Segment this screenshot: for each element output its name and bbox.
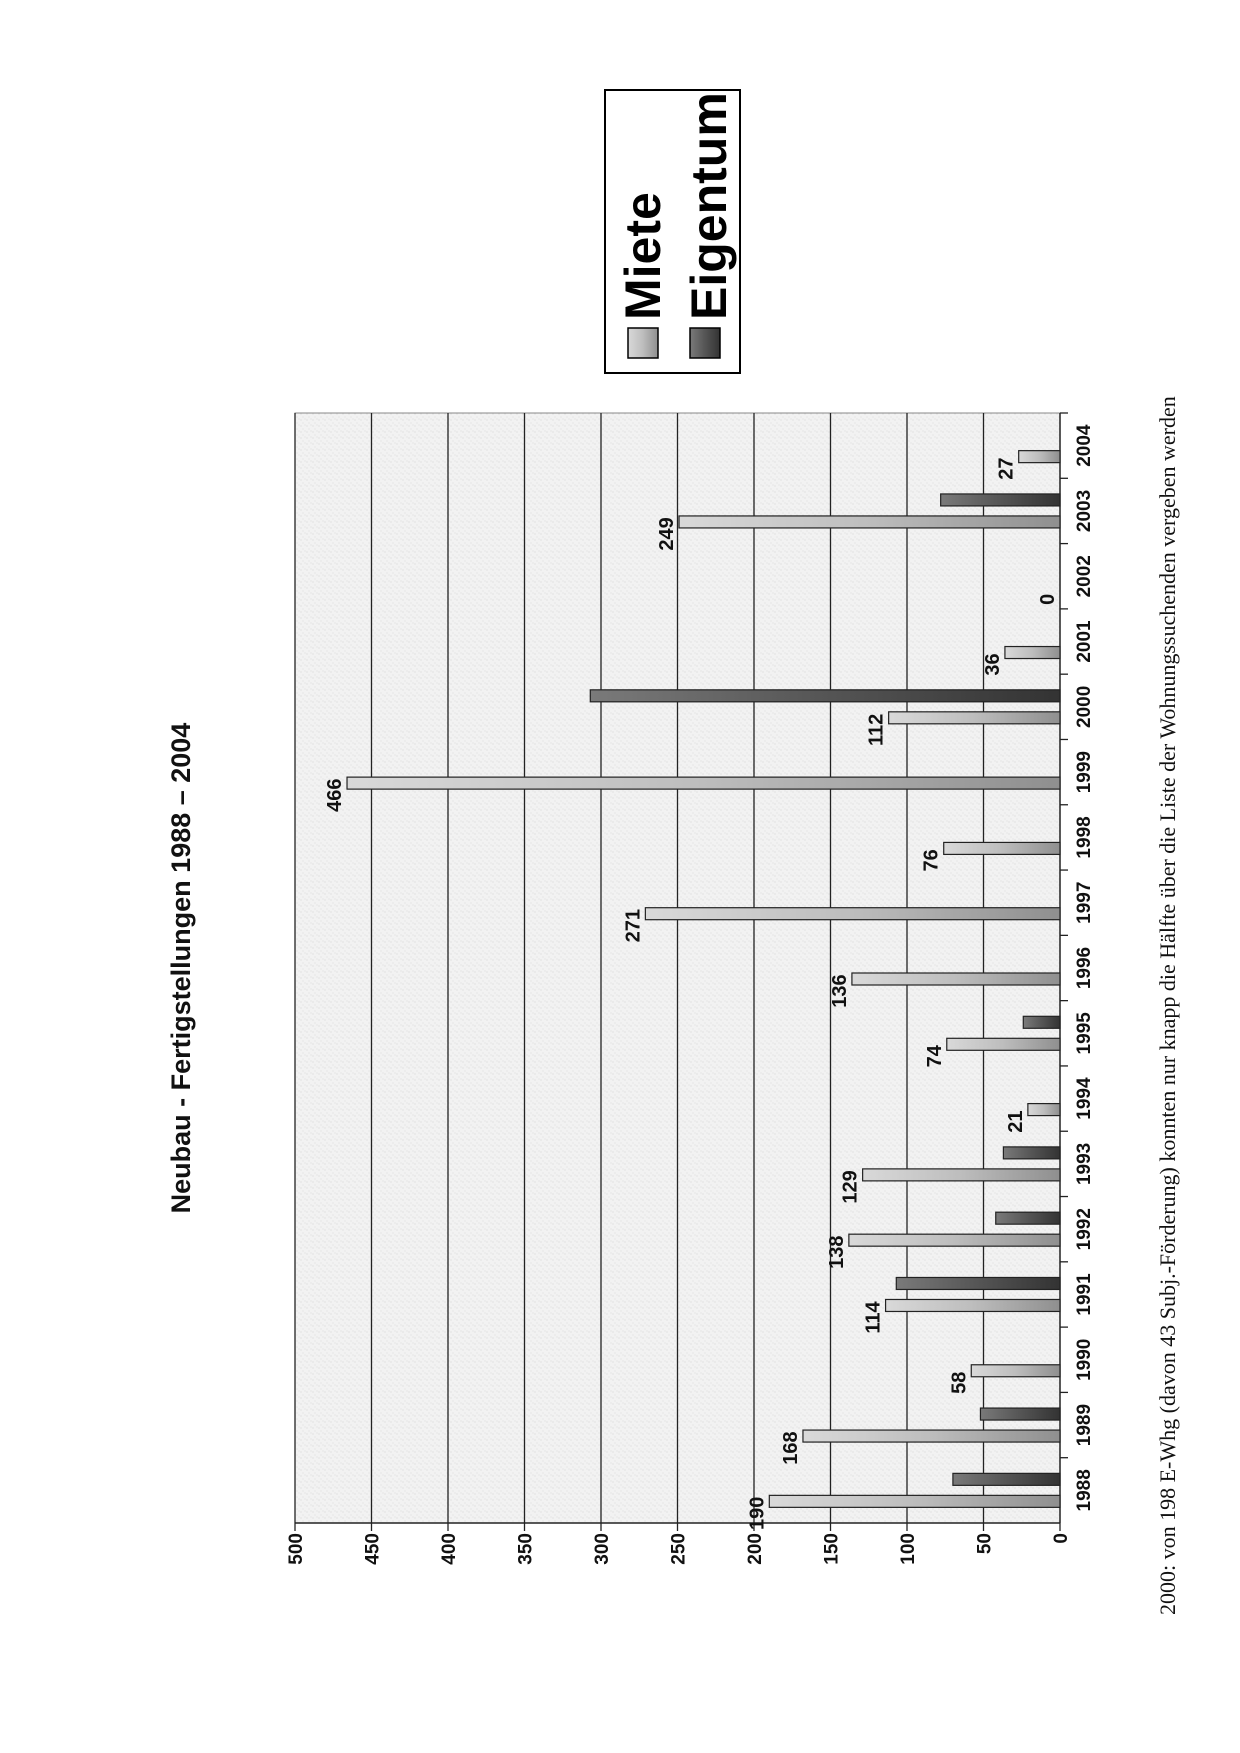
legend-swatch-miete [628, 328, 658, 358]
y-tick-label: 250 [668, 1533, 690, 1565]
bar-miete [803, 1430, 1060, 1442]
y-tick-label: 0 [1051, 1533, 1072, 1544]
legend-swatch-eigentum [690, 328, 720, 358]
bar-eigentum [896, 1277, 1060, 1289]
bar-miete [1028, 1104, 1060, 1116]
x-tick-label: 1990 [1074, 1338, 1095, 1381]
x-tick-label: 1988 [1074, 1469, 1095, 1512]
bar-value-label: 58 [948, 1371, 971, 1394]
x-tick-label: 1993 [1074, 1142, 1095, 1186]
bar-miete [971, 1365, 1060, 1377]
x-tick-label: 1995 [1074, 1012, 1095, 1055]
bar-miete [347, 777, 1060, 789]
x-tick-label: 1998 [1074, 816, 1095, 859]
bar-value-label: 76 [920, 849, 943, 872]
y-tick-label: 150 [821, 1533, 843, 1565]
bar-miete [889, 712, 1060, 724]
x-tick-label: 1997 [1074, 881, 1095, 924]
bar-miete [944, 842, 1060, 854]
x-tick-label: 2002 [1074, 555, 1095, 598]
x-tick-label: 2000 [1074, 685, 1095, 728]
bar-miete [886, 1299, 1060, 1311]
bar-eigentum [996, 1212, 1060, 1224]
y-tick-label: 500 [286, 1533, 307, 1565]
bar-value-label: 136 [828, 974, 851, 1008]
bar-eigentum [1023, 1016, 1060, 1028]
bar-value-label: 74 [923, 1045, 946, 1068]
footnote: 2000: von 198 E-Whg (davon 43 Subj.-Förderung) konnten nur knapp die Hälfte über die Liste der Wohnungssuchenden vergeben werden [1155, 396, 1180, 1615]
bar-miete [863, 1169, 1060, 1181]
x-tick-labels [1074, 424, 1095, 1511]
bar-value-label: 36 [981, 653, 1004, 676]
bar-eigentum [590, 690, 1060, 702]
x-tick-label: 1989 [1074, 1403, 1095, 1447]
y-tick-label: 50 [974, 1533, 996, 1555]
bar-value-label: 271 [622, 909, 645, 943]
x-tick-label: 1994 [1074, 1077, 1095, 1120]
bar-miete [1005, 647, 1060, 659]
y-tick-label: 350 [515, 1533, 537, 1565]
bar-miete [769, 1495, 1060, 1507]
bar-value-label: 168 [779, 1431, 802, 1465]
x-tick-label: 1991 [1074, 1273, 1095, 1316]
y-tick-label: 200 [745, 1533, 766, 1565]
y-tick-label: 300 [592, 1533, 613, 1565]
x-tick-label: 1999 [1074, 750, 1095, 794]
bar-value-label: 0 [1037, 593, 1059, 605]
legend-label-miete: Miete [615, 192, 671, 320]
bar-miete [1019, 451, 1060, 463]
bar-miete [947, 1038, 1060, 1050]
bar-eigentum [941, 494, 1060, 506]
x-tick-label: 2001 [1074, 620, 1095, 663]
y-tick-label: 450 [362, 1533, 384, 1565]
bar-miete [852, 973, 1060, 985]
bar-value-label: 466 [324, 778, 347, 812]
bar-value-label: 249 [656, 517, 679, 551]
bar-value-label: 112 [865, 713, 888, 746]
x-tick-label: 1992 [1074, 1208, 1095, 1251]
bar-value-label: 27 [995, 457, 1018, 480]
bar-miete [679, 516, 1060, 528]
bar-value-label: 190 [746, 1496, 769, 1531]
chart-title: Neubau - Fertigstellungen 1988 – 2004 [166, 722, 196, 1214]
bar-eigentum [980, 1408, 1060, 1420]
y-tick-labels [286, 1533, 1072, 1565]
bar-miete [645, 908, 1060, 920]
bar-value-label: 129 [839, 1170, 862, 1204]
legend [605, 90, 740, 373]
bar-eigentum [1003, 1147, 1060, 1159]
y-tick-label: 100 [898, 1533, 919, 1565]
bar-miete [849, 1234, 1060, 1246]
bar-eigentum [953, 1473, 1060, 1485]
x-tick-label: 1996 [1074, 946, 1095, 990]
y-tick-label: 400 [439, 1533, 460, 1565]
bar-value-label: 138 [825, 1235, 848, 1269]
legend-label-eigentum: Eigentum [681, 92, 737, 320]
bar-value-label: 114 [862, 1301, 885, 1334]
x-tick-label: 2003 [1074, 489, 1095, 533]
x-tick-label: 2004 [1074, 424, 1095, 467]
bar-value-label: 21 [1004, 1110, 1027, 1133]
